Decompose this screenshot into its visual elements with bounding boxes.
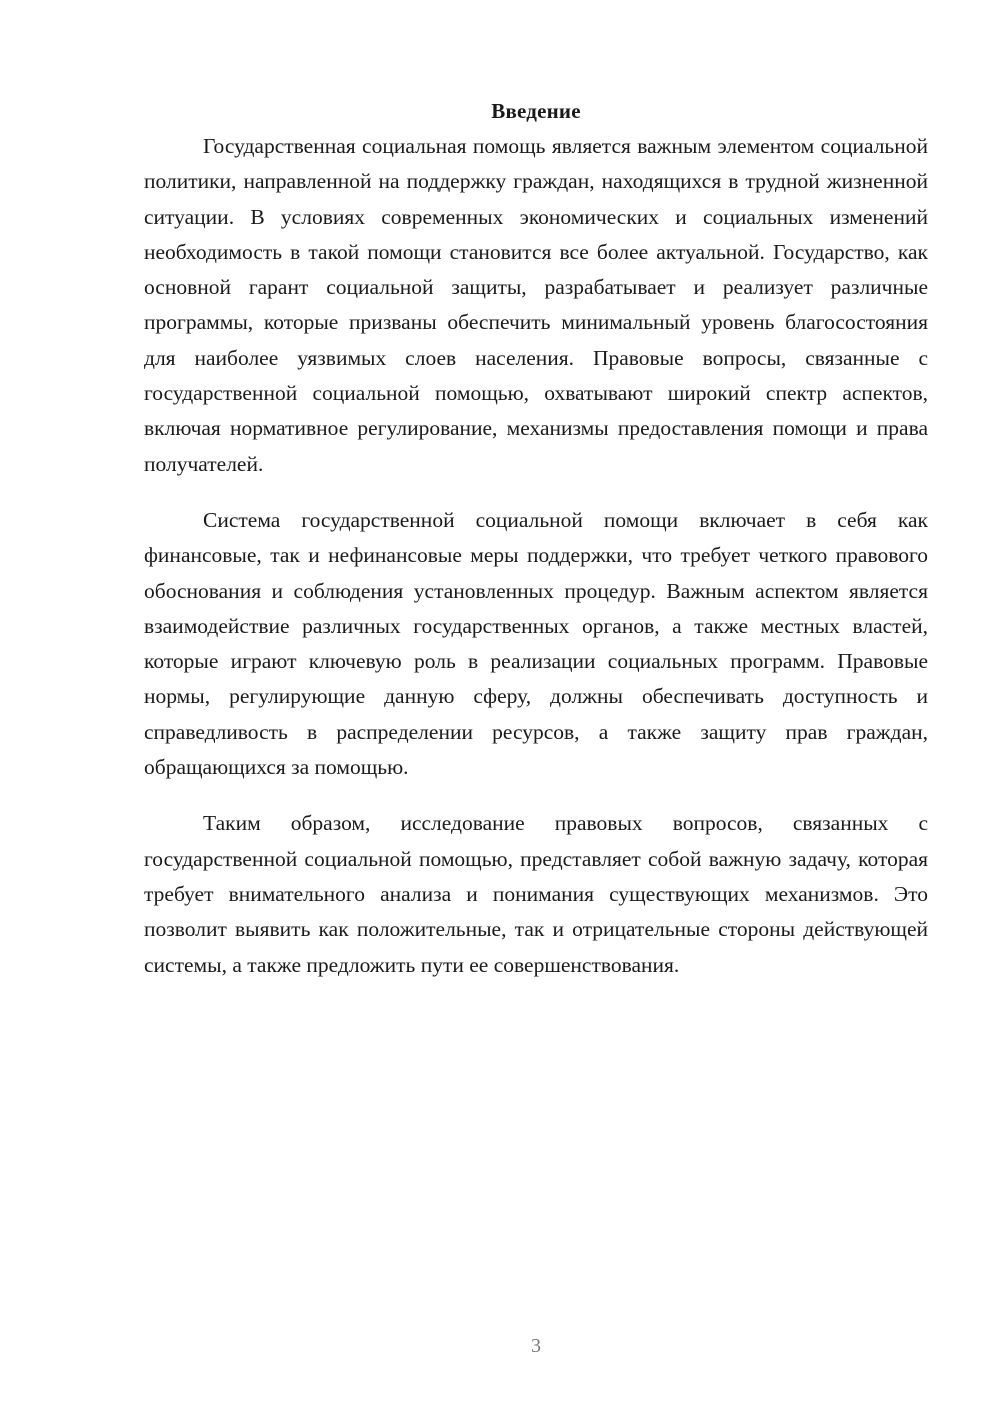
section-heading: Введение [491, 99, 581, 123]
paragraph-3: Таким образом, исследование правовых вопросов, связанных с государственной социальной помощью, представляет собой важную задачу, которая требует внимательного анализа и понимания существующих механизмов. Это позволит выявить как положительные, так и отрицательные стороны действующей системы, а также предложить пути ее совершенствования. [144, 811, 928, 977]
paragraph-1: Государственная социальная помощь является важным элементом социальной политики, направленной на поддержку граждан, находящихся в трудной жизненной ситуации. В условиях современных экономических и социальных изменений необходимость в такой помощи становится все более актуальной. Государство, как основной гарант социальной защиты, разрабатывает и реализует различные программы, которые призваны обеспечить минимальный уровень благосостояния для наиболее уязвимых слоев населения. Правовые вопросы, связанные с государственной социальной помощью, охватывают широкий спектр аспектов, включая нормативное регулирование, механизмы предоставления помощи и права получателей. [144, 134, 928, 476]
page-number: 3 [531, 1335, 541, 1357]
paragraph-2: Система государственной социальной помощи включает в себя как финансовые, так и нефинансовые меры поддержки, что требует четкого правового обоснования и соблюдения установленных процедур. Важным аспектом является взаимодействие различных государственных органов, а также местных властей, которые играют ключевую роль в реализации социальных программ. Правовые нормы, регулирующие данную сферу, должны обеспечивать доступность и справедливость в распределении ресурсов, а также защиту прав граждан, обращающихся за помощью. [144, 507, 928, 780]
page-content [144, 96, 928, 1004]
